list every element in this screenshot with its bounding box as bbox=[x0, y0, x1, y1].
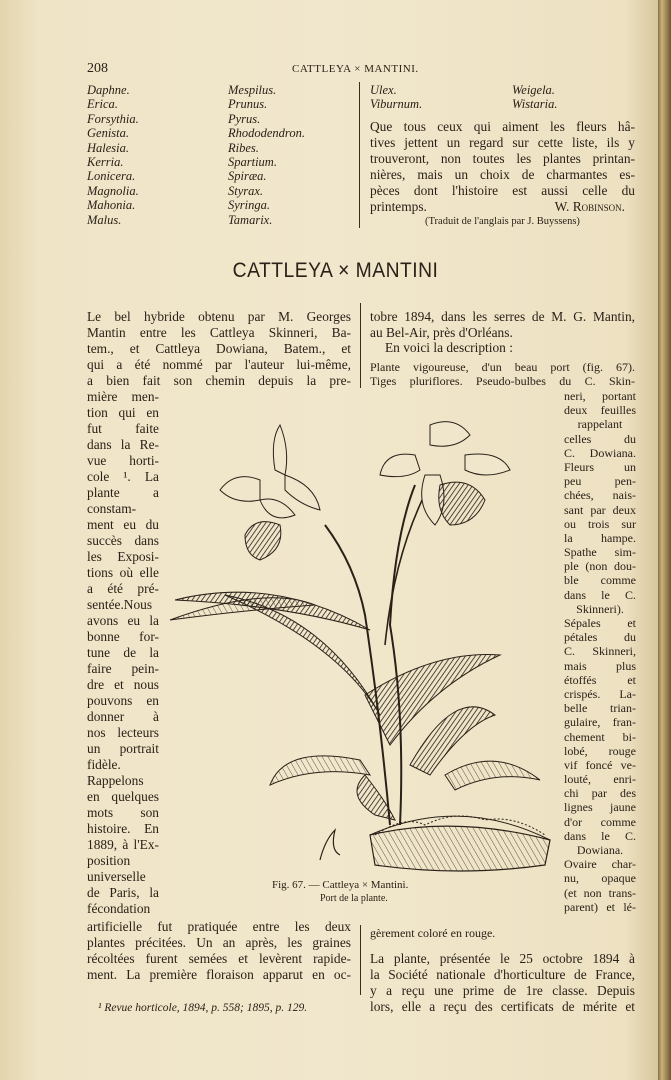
article-narrow-left-line: constam- bbox=[87, 501, 137, 516]
article-narrow-left-line: un portrait bbox=[87, 741, 159, 756]
description-narrow-line: pétales du bbox=[564, 630, 636, 645]
plant-list-col1-line: Halesia. bbox=[87, 140, 130, 155]
description-narrow-line: parent) et lé- bbox=[564, 899, 636, 914]
description-lines-line: Plante vigoureuse, d'un beau port (fig. 67). bbox=[370, 360, 635, 374]
article-left-bottom-line: artificielle fut pratiquée entre les deux bbox=[87, 919, 351, 934]
article-left-bottom-line: récoltées furent semées et levèrent rapide- bbox=[87, 951, 351, 966]
description-narrow-line: sant par deux bbox=[564, 502, 636, 517]
article-narrow-left-line: de Paris, la bbox=[87, 885, 159, 900]
article-intro bbox=[87, 309, 351, 389]
description-end: gèrement coloré en rouge. bbox=[370, 926, 496, 940]
article-narrow-left-line: ment eu du bbox=[87, 517, 159, 532]
article-right-bottom-line: La plante, présentée le 25 octobre 1894 à bbox=[370, 951, 635, 966]
article-narrow-left bbox=[87, 389, 159, 917]
description-narrow-line: C. Skinneri, bbox=[564, 644, 636, 659]
article-narrow-left-line: fécondation bbox=[87, 901, 151, 916]
plant-list-col2-line: Prunus. bbox=[228, 97, 268, 112]
article-intro-line: Mantin entre les Cattleya Skinneri, Ba- bbox=[87, 325, 351, 340]
plant-list-col2-line: Rhododendron. bbox=[228, 126, 305, 141]
signature: W. Robinson. bbox=[554, 199, 625, 214]
plant-list-col1-line: Genista. bbox=[87, 126, 130, 141]
description-narrow-line: deux feuilles bbox=[564, 403, 636, 418]
footnote: ¹ Revue horticole, 1894, p. 558; 1895, p. 129. bbox=[98, 1002, 308, 1014]
article-narrow-left-line: nos lecteurs bbox=[87, 725, 159, 740]
article-narrow-left-line: tions où elle bbox=[87, 565, 159, 580]
description-narrow-line: rappelant bbox=[577, 417, 623, 432]
article-narrow-left-line: dre et nous bbox=[87, 677, 159, 692]
description-narrow-line: étoffés et bbox=[564, 672, 636, 687]
article-narrow-left-line: succès dans bbox=[87, 533, 159, 548]
plant-list-col1-line: Kerria. bbox=[87, 154, 124, 169]
plant-list-col1-line: Mahonia. bbox=[87, 198, 136, 213]
description-narrow-line: d'or comme bbox=[564, 814, 636, 829]
article-left-bottom-line: ment. La première floraison apparut en oc- bbox=[87, 967, 351, 982]
plant-list-col3-line: Ulex. bbox=[370, 83, 397, 97]
description-narrow-line: ble comme bbox=[564, 573, 636, 588]
translator-note: (Traduit de l'anglais par J. Buyssens) bbox=[425, 216, 580, 227]
article-narrow-left-line: fidèle. bbox=[87, 757, 121, 772]
article-narrow-left-line: dans la Re- bbox=[87, 437, 159, 452]
article-narrow-left-line: position bbox=[87, 853, 131, 868]
description-narrow-line: ple (non dou- bbox=[564, 559, 636, 574]
column-rule-mid-top bbox=[360, 303, 361, 388]
description-narrow-line: Fleurs un bbox=[564, 459, 636, 474]
article-right-bottom bbox=[370, 951, 635, 1015]
description-narrow-line: chées, nais- bbox=[564, 488, 636, 503]
article-right-bottom-line: lors, elle a reçu des certificats de mérite et bbox=[370, 999, 635, 1014]
plant-list-col1-line: Erica. bbox=[87, 97, 118, 112]
article-intro-line: qui a été nommé par l'auteur lui-même, bbox=[87, 357, 351, 372]
description-narrow-line: neri, portant bbox=[564, 389, 636, 403]
article-narrow-left-line: mière men- bbox=[87, 389, 159, 404]
description-narrow-line: belle trian- bbox=[564, 701, 636, 716]
book-edge bbox=[658, 0, 671, 1080]
prev-article-text-line: pèces dont l'histoire est aussi celle du bbox=[370, 183, 635, 198]
description-intro: En voici la description : bbox=[385, 340, 513, 355]
description-narrow-line: Spathe sim- bbox=[564, 545, 636, 560]
plant-list-col2-line: Spartium. bbox=[228, 154, 277, 169]
description-narrow-line: (et non trans- bbox=[564, 885, 636, 900]
plant-list-col2-line: Spiræa. bbox=[228, 169, 267, 184]
article-narrow-left-line: bonne for- bbox=[87, 629, 159, 644]
article-right-bottom-line: y a reçu une prime de 1re classe. Depuis bbox=[370, 983, 635, 998]
plant-list-col1 bbox=[87, 83, 139, 227]
plant-list-col1-line: Magnolia. bbox=[87, 183, 139, 198]
article-narrow-left-line: universelle bbox=[87, 869, 146, 884]
description-narrow-line: C. Dowiana. bbox=[564, 445, 636, 460]
description-narrow-line: Skinneri). bbox=[576, 601, 624, 616]
article-narrow-left-line: donner à bbox=[87, 709, 159, 724]
description-narrow-line: Ovaire char- bbox=[564, 857, 636, 872]
description-narrow-line: lignes jaune bbox=[564, 800, 636, 815]
description-narrow-line: chement bi- bbox=[564, 729, 636, 744]
prev-article-text-line: Que tous ceux qui aiment les fleurs hâ- bbox=[370, 119, 635, 134]
plant-list-col2-line: Ribes. bbox=[228, 140, 259, 155]
orchid-illustration bbox=[165, 415, 560, 875]
article-narrow-left-line: avons eu la bbox=[87, 613, 159, 628]
article-intro-line: tem., et Cattleya Dowiana, Batem., et bbox=[87, 341, 351, 356]
prev-article-text-line: tives jettent un regard sur cette liste, ils y bbox=[370, 135, 635, 150]
article-narrow-left-line: tion qui en bbox=[87, 405, 159, 420]
article-narrow-left-line: a été pré- bbox=[87, 581, 159, 596]
article-title: CATTLEYA × MANTINI bbox=[232, 259, 439, 282]
plant-list-col1-line: Forsythia. bbox=[87, 111, 139, 126]
description-narrow-line: la hampe. bbox=[564, 530, 636, 545]
orchid-engraving bbox=[165, 415, 560, 875]
article-narrow-left-line: cole ¹. La bbox=[87, 469, 159, 484]
article-intro-line: a bien fait son chemin depuis la pre- bbox=[87, 373, 351, 388]
figure-subcaption: Port de la plante. bbox=[320, 893, 388, 904]
description-narrow-line: dans le C. bbox=[564, 587, 636, 602]
article-narrow-left-line: 1889, à l'Ex- bbox=[87, 837, 159, 852]
description-narrow-line: Sépales et bbox=[564, 616, 636, 630]
description-lines bbox=[370, 360, 635, 388]
article-narrow-left-line: tune de la bbox=[87, 645, 159, 660]
article-right-top bbox=[370, 309, 635, 341]
article-right-bottom-line: la Société nationale d'horticulture de France, bbox=[370, 967, 635, 982]
plant-list-col2-line: Pyrus. bbox=[228, 111, 261, 126]
article-right-top-line: au Bel-Air, près d'Orléans. bbox=[370, 325, 513, 340]
article-narrow-left-line: vue horti- bbox=[87, 453, 159, 468]
article-narrow-left-line: histoire. En bbox=[87, 821, 159, 836]
plant-list-col2-line: Styrax. bbox=[228, 183, 264, 198]
plant-list-col1-line: Daphne. bbox=[87, 83, 130, 97]
description-narrow bbox=[564, 389, 636, 914]
description-narrow-line: peu pen- bbox=[564, 474, 636, 489]
article-narrow-left-line: Rappelons bbox=[87, 773, 144, 788]
column-rule-mid-bottom bbox=[360, 925, 361, 995]
article-narrow-left-line: mots son bbox=[87, 805, 159, 820]
article-intro-line: Le bel hybride obtenu par M. Georges bbox=[87, 309, 351, 324]
article-right-top-line: tobre 1894, dans les serres de M. G. Mantin, bbox=[370, 309, 635, 324]
description-narrow-line: vif foncé ve- bbox=[564, 757, 636, 772]
plant-list-col3-line: Viburnum. bbox=[370, 97, 423, 112]
running-title: CATTLEYA × MANTINI. bbox=[292, 63, 419, 75]
plant-list-col4-line: Wistaria. bbox=[512, 97, 558, 112]
article-narrow-left-line: plante a bbox=[87, 485, 159, 500]
plant-list-col4-line: Weigela. bbox=[512, 83, 555, 97]
prev-article-last-line bbox=[370, 199, 635, 215]
description-narrow-line: dans le C. bbox=[564, 828, 636, 843]
prev-article-text bbox=[370, 119, 635, 199]
prev-article-last-words: printemps. bbox=[370, 199, 427, 214]
description-narrow-line: mais plus bbox=[564, 658, 636, 673]
description-lines-line: Tiges pluriflores. Pseudo-bulbes du C. Skin- bbox=[370, 374, 635, 389]
plant-list-col4 bbox=[512, 83, 558, 112]
description-narrow-line: chi par des bbox=[564, 786, 636, 801]
description-narrow-line: ou trois sur bbox=[564, 516, 636, 531]
page-number: 208 bbox=[87, 61, 108, 76]
plant-list-col1-line: Lonicera. bbox=[87, 169, 136, 184]
description-narrow-line: louté, enri- bbox=[564, 772, 636, 787]
plant-list-col2-line: Tamarix. bbox=[228, 212, 273, 227]
article-narrow-left-line: en quelques bbox=[87, 789, 159, 804]
prev-article-text-line: nières, mais un choix de charmantes es- bbox=[370, 167, 635, 182]
plant-list-col2 bbox=[228, 83, 305, 227]
article-narrow-left-line: sentée.Nous bbox=[87, 597, 153, 612]
prev-article-text-line: trouveront, non toutes les plantes printan- bbox=[370, 151, 635, 166]
description-narrow-line: Dowiana. bbox=[576, 843, 624, 857]
figure-caption: Fig. 67. — Cattleya × Mantini. bbox=[272, 879, 409, 891]
article-narrow-left-line: fut faite bbox=[87, 421, 159, 436]
plant-list-col1-line: Malus. bbox=[87, 212, 122, 227]
plant-list-col2-line: Syringa. bbox=[228, 198, 271, 213]
article-narrow-left-line: les Exposi- bbox=[87, 549, 159, 564]
article-left-bottom bbox=[87, 919, 351, 983]
plant-list-col2-line: Mespilus. bbox=[228, 83, 277, 97]
description-narrow-line: lobé, rouge bbox=[564, 743, 636, 758]
plant-list-col3 bbox=[370, 83, 422, 112]
article-narrow-left-line: pouvons en bbox=[87, 693, 159, 708]
description-narrow-line: crispés. La- bbox=[564, 686, 636, 701]
article-narrow-left-line: faire pein- bbox=[87, 661, 159, 676]
description-narrow-line: gulaire, fran- bbox=[564, 715, 636, 730]
article-left-bottom-line: plantes précitées. Un an après, les graines bbox=[87, 935, 351, 950]
column-rule-top bbox=[359, 82, 360, 228]
description-narrow-line: celles du bbox=[564, 431, 636, 446]
description-narrow-line: nu, opaque bbox=[564, 871, 636, 886]
